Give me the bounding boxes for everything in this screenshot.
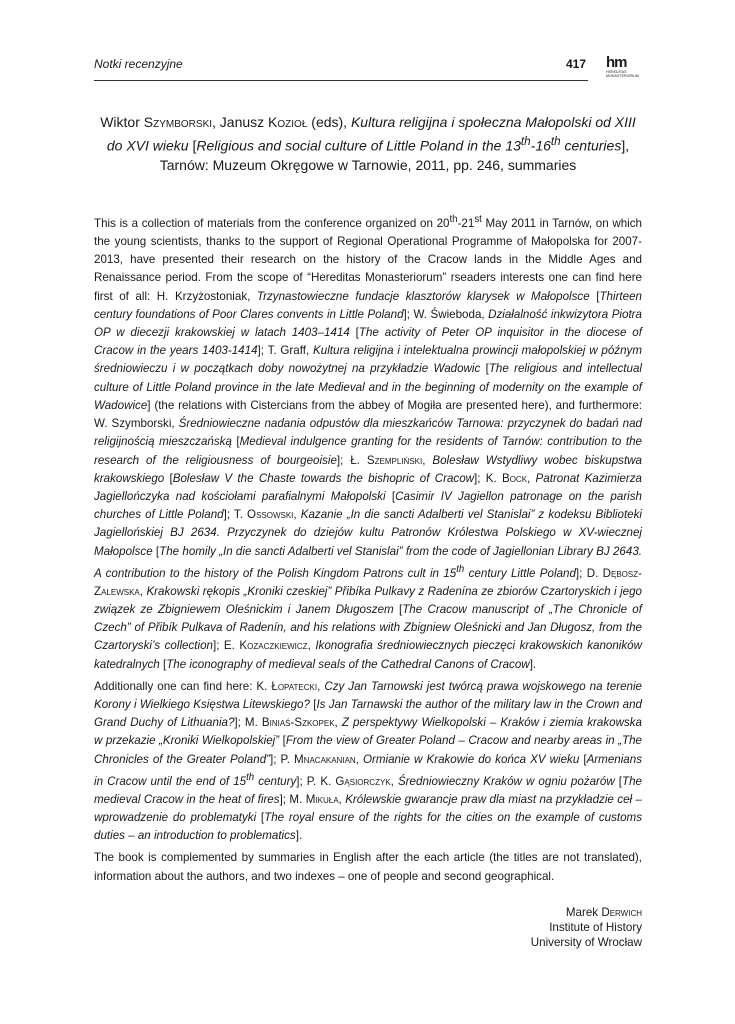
italic-run: Bolesław V the Chaste towards the bishopric of Cracow <box>172 471 475 485</box>
italic-run: Ormianie w Krakowie do końca XV wieku <box>362 752 580 766</box>
text-run: , <box>390 774 398 788</box>
italic-run: Trzynastowieczne fundacje klasztorów klarysek w Małopolsce <box>256 289 590 303</box>
text-run: May 2011 in Tarnów, on which the young scientists, thanks to the support of Regional Operational Programme of Małopolska for 2007-2013, have presented their research on the history of the Cracow lands in the Middle Ages and Renaissance period. From the scope of “Hereditas Monasteriorum” rseaders interests one can find here first of all: H. Krzyżostoniak, <box>94 216 642 303</box>
italic-run: The religious and intellectual culture of Little Poland province in the late Medieval and in the beginning of modernity on the example of Wadowice <box>94 362 642 412</box>
text-run: [ <box>256 811 265 825</box>
heading-text: , Janusz <box>212 114 269 130</box>
italic-run: The activity of Peter OP inquisitor in the diocese of Cracow in the years 1403-1414 <box>94 326 642 358</box>
text-run: The book is complemented by summaries in English after the each article (the titles are not translated), information about the authors, and two indexes – one of people and second geographical. <box>94 851 642 883</box>
header-rule <box>94 80 588 81</box>
author-surname: Ossowski <box>247 508 294 522</box>
italic-run: Ikonografia średniowiecznych pieczęci krakowskich kanoników katedralnych <box>94 639 642 671</box>
italic-run: century Little Poland <box>464 566 576 580</box>
title-translation: -16 <box>530 137 551 154</box>
text-run: [ <box>309 698 317 711</box>
book-title: Kultura religijna i społeczna Małopolski od XIII do XVI wieku <box>106 114 636 154</box>
text-run: , <box>334 716 342 730</box>
italic-run: Casimir IV Jagiellon patronage on the parish churches of Little Poland <box>94 489 642 522</box>
text-run: , <box>422 453 433 467</box>
text-run: [ <box>589 289 600 303</box>
heading-text: (eds), <box>307 114 351 130</box>
text-run: ]; K. <box>474 471 502 485</box>
section-title: Notki recenzyjne <box>94 57 183 71</box>
italic-run: Z perspektywy Wielkopolski – Kraków i ziemia krakowska w przekazie „Kroniki Wielkopolskiej” <box>94 716 642 748</box>
text-run: [ <box>385 489 396 503</box>
title-translation: centuries <box>560 137 622 154</box>
superscript: st <box>474 214 482 225</box>
italic-run: The homily „In die sancti Adalberti vel Stanislai” from the code of Jagiellonian Library BJ 2643. A contribution to the history of the Polish Kingdom Patrons cult in 15 <box>94 544 642 580</box>
paragraph <box>94 849 642 885</box>
text-run: This is a collection of materials from the conference organized on 20 <box>94 216 450 230</box>
author-surname: Mikuła <box>305 792 339 806</box>
text-run: [ <box>279 734 286 748</box>
italic-run: Medieval indulgence granting for the residents of Tarnów: contribution to the research of the religiousness of bourgeoisie <box>94 435 642 467</box>
superscript: th <box>520 135 531 148</box>
text-run: , <box>307 639 316 653</box>
italic-run: Działalność inkwizytora Piotra OP w diecezji krakowskiej w latach 1403–1414 <box>94 307 642 340</box>
logo-mark: hm <box>606 54 627 71</box>
author-surname: Szempliński <box>366 453 423 467</box>
reviewer-signature <box>531 905 642 950</box>
text-run: , <box>527 471 536 485</box>
italic-run: Średniowieczne nadania odpustów dla mieszkańców Tarnowa: przyczynek do badań nad religijnością mieszczańską <box>94 417 642 449</box>
text-run: ]; M. <box>234 716 262 730</box>
italic-run: Armenians in Cracow until the end of 15 <box>94 752 642 788</box>
journal-logo <box>606 55 642 81</box>
heading-text: Wiktor <box>100 114 144 130</box>
text-run: ]; Ł. <box>336 453 367 467</box>
text-run: [ <box>349 326 359 340</box>
author-surname: Łopatecki <box>271 679 318 693</box>
author-surname: Mnacakanian <box>294 752 356 766</box>
italic-run: From the view of Greater Poland – Cracow and nearby areas in „The Chronicles of the Greater Poland” <box>94 734 642 766</box>
italic-run: Kazanie „In die sancti Adalberti vel Stanislai” z kodeksu Biblioteki Jagiellońskiej BJ 2634. Przyczynek do dziejów kultu Patronów Królestwa Polskiego w XV-wiecznej Małopolsce <box>94 508 642 558</box>
text-run: ]. <box>295 829 303 843</box>
reviewer-name: Marek Derwich <box>565 906 642 919</box>
text-run: [ <box>393 602 403 616</box>
italic-run: Patronat Kazimierza Jagiellończyka nad kościołami parafialnymi Małopolski <box>94 471 642 503</box>
text-run: ]; M. <box>279 792 306 806</box>
italic-run: Średniowieczny Kraków w ogniu pożarów <box>397 774 615 788</box>
text-run: , <box>338 792 346 806</box>
text-run: ]; P. <box>270 752 295 766</box>
author-surname: Szymborski <box>143 114 213 130</box>
running-header <box>94 52 642 80</box>
text-run: ]; T. <box>223 508 248 522</box>
reviewer-institute: Institute of History <box>549 921 642 934</box>
logo-subtitle: HEREDITAS MONASTERIORUM <box>606 70 639 78</box>
superscript: th <box>550 135 561 148</box>
author-surname: Biniaś-Szkopek <box>261 716 335 730</box>
text-run: ]; E. <box>212 639 240 653</box>
title-translation: Religious and social culture of Little Poland in the 13 <box>196 137 521 154</box>
publication-details: ], Tarnów: Muzeum Okręgowe w Tarnowie, 2011, pp. 246, summaries <box>159 137 630 173</box>
italic-run: Thirteen century foundations of Poor Clares convents in Little Poland <box>94 289 642 321</box>
italic-run: The iconography of medieval seals of the Cathedral Canons of Cracow <box>166 657 530 671</box>
text-run: , <box>139 584 147 598</box>
text-run: [ <box>164 471 173 485</box>
italic-run: Królewskie gwarancje praw dla miast na przykładzie ceł – wprowadzenie do problematyki <box>94 792 642 825</box>
text-run: [ <box>152 544 160 558</box>
italic-run: century <box>254 774 297 788</box>
text-run: ]; T. Graff, <box>257 344 314 358</box>
text-run: [ <box>579 752 587 766</box>
author-surname: Bock <box>501 471 528 485</box>
review-heading <box>94 113 642 175</box>
paragraph <box>94 211 642 674</box>
author-surname: Kozaczkiewicz <box>239 639 308 653</box>
text-run: [ <box>480 362 489 376</box>
italic-run: The Cracow manuscript of „The Chronicle of Czech” of Přibík Pulkava of Radenín, and his relations with Zbigniew Oleśnicki and Jan Długosz, from the Czartoryski’s collection <box>94 602 642 653</box>
superscript: th <box>449 214 458 225</box>
author-surname: Gąsiorczyk <box>335 774 391 788</box>
text-run: , <box>317 679 325 693</box>
text-run: ] (the relations with Cistercians from the abbey of Mogiła are presented here), and furthermore: W. Szymborski, <box>94 398 642 431</box>
italic-run: The medieval Cracow in the heat of fires <box>94 774 642 806</box>
author-surname: Dębosz-Zalewska <box>94 566 642 598</box>
text-run: ]; P. K. <box>296 774 336 788</box>
superscript: th <box>246 771 255 783</box>
italic-run: Czy Jan Tarnowski jest twórcą prawa wojskowego na terenie Korony i Wielkiego Księstwa Litewskiego? <box>94 679 642 711</box>
italic-run: Bolesław Wstydliwy wobec biskupstwa krakowskiego <box>94 453 642 485</box>
author-surname: Kozioł <box>268 114 308 130</box>
italic-run: The royal ensure of the rights for the cities on the example of customs duties – an introduction to problematics <box>94 811 642 843</box>
reviewer-university: University of Wrocław <box>530 936 642 949</box>
text-run: Additionally one can find here: K. <box>94 679 272 693</box>
page-number: 417 <box>565 57 586 71</box>
text-run: ]; D. <box>575 566 603 580</box>
superscript: th <box>456 563 465 575</box>
paragraph <box>94 678 642 846</box>
text-run: [ <box>614 774 623 788</box>
italic-run: Krakowski rękopis „Kroniki czeskiej” Přibíka Pulkavy z Radenína ze zbiorów Czartoryskich i jego związek ze Zbigniewem Oleśnickim i Janem Długoszem <box>94 584 642 616</box>
text-run: [ <box>159 657 167 671</box>
text-run: [ <box>231 435 240 449</box>
italic-run: Is Jan Tarnawski the author of the military law in the Crown and Grand Duchy of Lithuania? <box>94 698 642 730</box>
heading-text: [ <box>188 137 197 154</box>
text-run: ]; W. Świeboda, <box>403 307 489 321</box>
text-run: -21 <box>457 216 475 230</box>
review-body <box>94 211 642 890</box>
text-run: ]. <box>529 657 537 671</box>
text-run: , <box>293 508 301 522</box>
italic-run: Kultura religijna i intelektualna prowincji małopolskiej w późnym średniowieczu i w początkach doby nowożytnej na przykładzie Wadowic <box>94 344 642 376</box>
text-run: , <box>355 752 363 766</box>
